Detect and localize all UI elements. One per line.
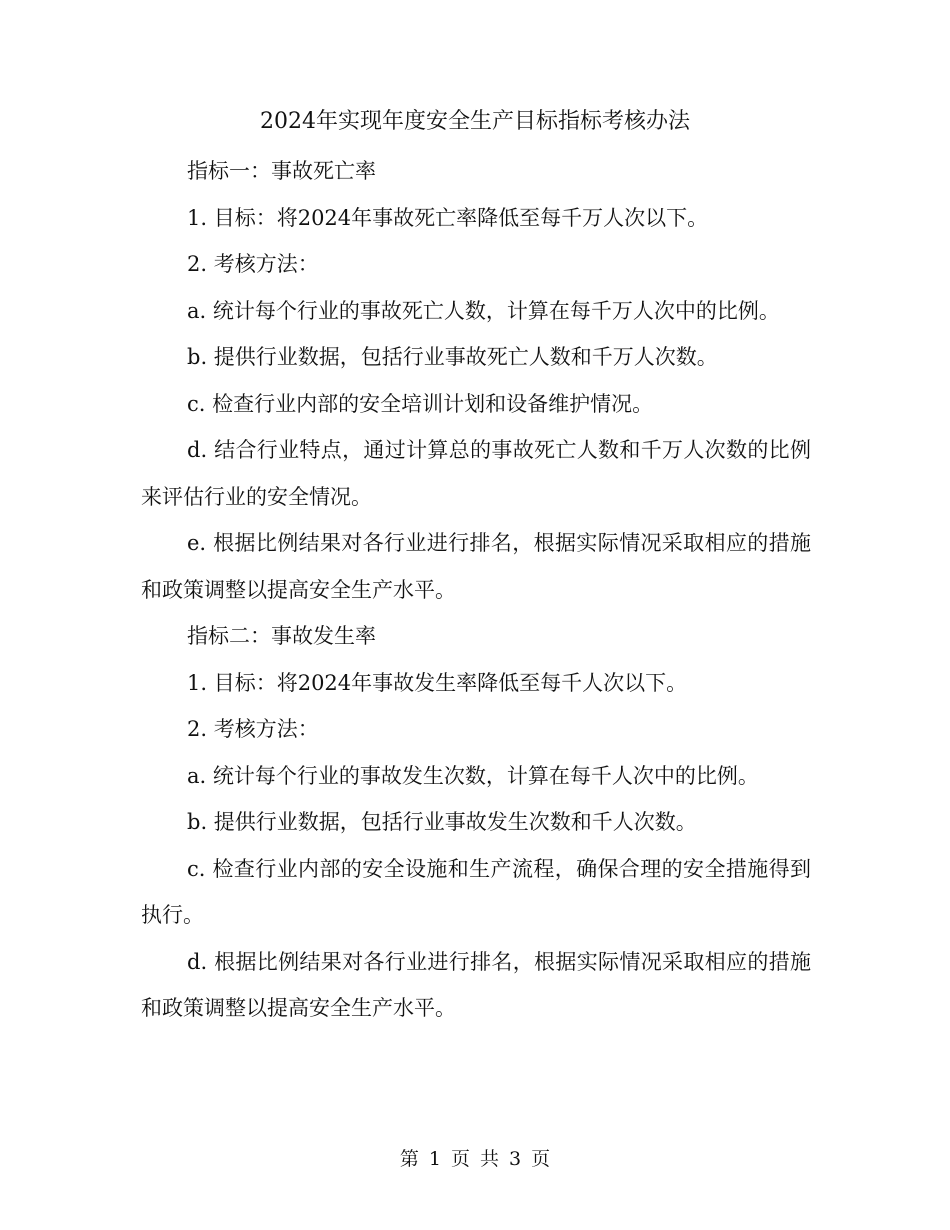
indicator-1-method-a: a. 统计每个行业的事故死亡人数，计算在每千万人次中的比例。: [187, 298, 780, 323]
indicator-2-method-heading: 2. 考核方法：: [187, 717, 319, 741]
indicator-1-method-d: d. 结合行业特点，通过计算总的事故死亡人数和千万人次数的比例来评估行业的安全情况。: [141, 438, 811, 509]
indicator-1-method-e: e. 根据比例结果对各行业进行排名，根据实际情况采取相应的措施和政策调整以提高安全生产水平。: [141, 531, 811, 602]
indicator-1-method-c: c. 检查行业内部的安全培训计划和设备维护情况。: [187, 391, 654, 416]
indicator-1-goal: 1. 目标：将2024年事故死亡率降低至每千万人次以下。: [187, 205, 709, 230]
indicator-1-method-b: b. 提供行业数据，包括行业事故死亡人数和千万人次数。: [187, 345, 718, 369]
indicator-2-method-c: c. 检查行业内部的安全设施和生产流程，确保合理的安全措施得到执行。: [141, 856, 811, 927]
indicator-2-method-d: d. 根据比例结果对各行业进行排名，根据实际情况采取相应的措施和政策调整以提高安全生产水平。: [141, 949, 811, 1020]
indicator-2-goal: 1. 目标：将2024年事故发生率降低至每千人次以下。: [187, 670, 688, 695]
indicator-1-method-heading: 2. 考核方法：: [187, 252, 319, 276]
document-title: 2024年实现年度安全生产目标指标考核办法: [260, 109, 690, 134]
indicator-2-method-b: b. 提供行业数据，包括行业事故发生次数和千人次数。: [187, 810, 697, 834]
section-heading-indicator-2: 指标二：事故发生率: [187, 624, 376, 648]
indicator-2-method-a: a. 统计每个行业的事故发生次数，计算在每千人次中的比例。: [187, 763, 759, 788]
section-heading-indicator-1: 指标一：事故死亡率: [187, 159, 376, 183]
document-body: [141, 148, 811, 1032]
page-footer: 第 1 页 共 3 页: [399, 1148, 551, 1170]
